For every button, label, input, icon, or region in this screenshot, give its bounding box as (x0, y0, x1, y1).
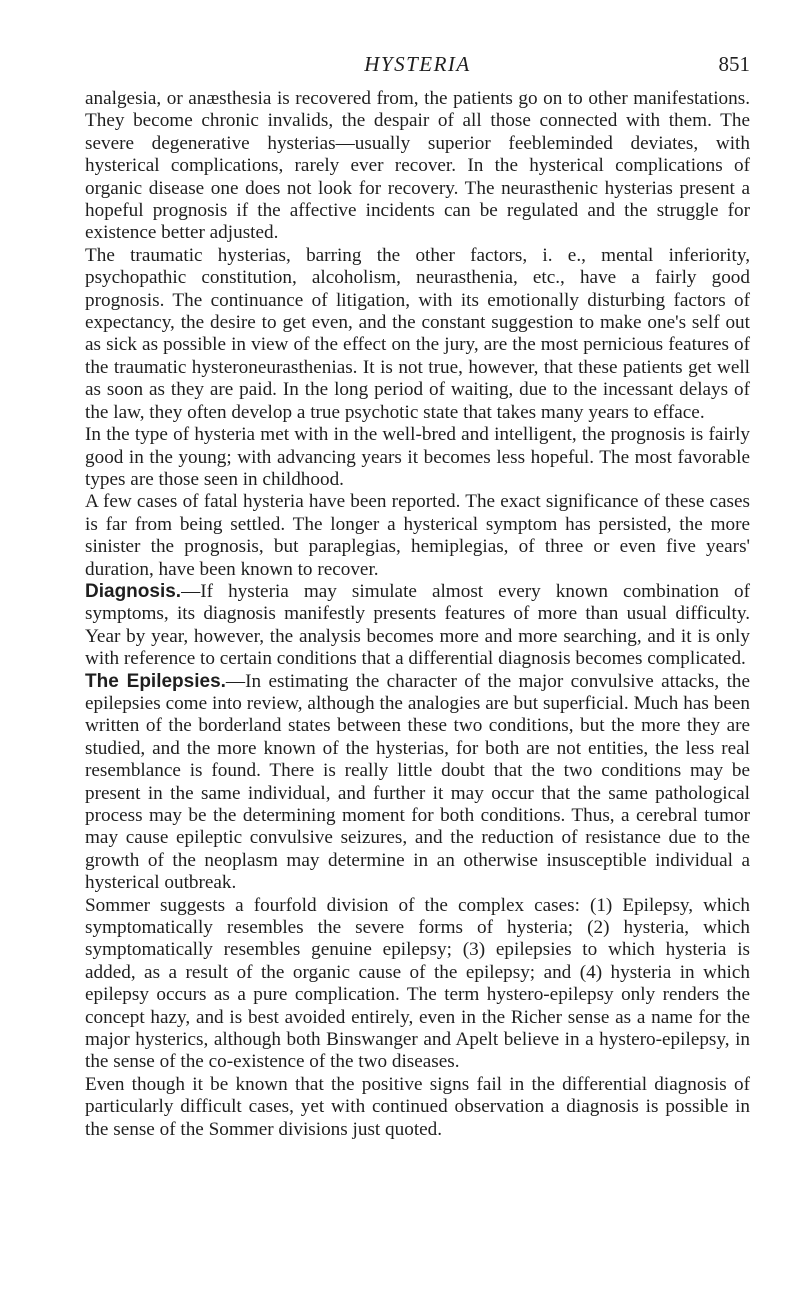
paragraph-diagnosis (85, 581, 750, 671)
paragraph-epilepsies (85, 671, 750, 895)
paragraph-conclusion (85, 1074, 750, 1141)
page-header (85, 48, 750, 88)
paragraph-text: Sommer suggests a fourfold division of the complex cases: (1) Epilepsy, which symptomatically resembles the severe forms of hysteria; (2) hysteria, which symptomatically resembles genuine epilepsy; (3) epilepsies to which hysteria is added, as a result of the organic cause of the epilepsy; and (4) hysteria in which epilepsy occurs as a pure complication. The term hystero-epilepsy only renders the concept hazy, and is best avoided entirely, even in the Richer sense as a name for the major hysterics, although both Binswanger and Apelt believe in a hystero-epilepsy, in the sense of the co-existence of the two diseases. (85, 894, 750, 1073)
paragraph-text: —In estimating the character of the major convulsive attacks, the epilepsies come into review, although the analogies are but superficial. Much has been written of the borderland states between these two conditions, but the more they are studied, and the more known of the hysterias, for both are not entities, the less real resemblance is found. There is really little doubt that the two conditions may be present in the same individual, and further it may occur that the same pathological process may be the determining moment for both conditions. Thus, a cerebral tumor may cause epileptic convulsive seizures, and the reduction of resistance due to the growth of the neoplasm may determine in an otherwise insusceptible individual a hysterical outbreak. (85, 670, 751, 894)
paragraph-text: Even though it be known that the positive signs fail in the differential diagnosis of particularly difficult cases, yet with continued observation a diagnosis is possible in the sense of the Sommer divisions just quoted. (85, 1073, 750, 1140)
paragraph-fatal-hysteria (85, 491, 750, 581)
paragraph-text: —If hysteria may simulate almost every known combination of symptoms, its diagnosis manifestly presents features of more than usual difficulty. Year by year, however, the analysis becomes more and more searching, and it is only with reference to certain conditions that a differential diagnosis becomes complicated. (85, 580, 750, 670)
paragraph-text: analgesia, or anæsthesia is recovered from, the patients go on to other manifestations. They become chronic invalids, the despair of all those connected with them. The severe degenerative hysterias—usually superior feebleminded deviates, with hysterical complications, rarely ever recover. In the hysterical complications of organic disease one does not look for recovery. The neurasthenic hysterias present a hopeful prognosis if the affective incidents can be regulated and the struggle for existence better adjusted. (85, 88, 750, 244)
paragraph-text: A few cases of fatal hysteria have been reported. The exact significance of these cases is far from being settled. The longer a hysterical symptom has persisted, the more sinister the prognosis, but paraplegias, hemiplegias, of three or even five years' duration, have been known to recover. (85, 491, 750, 580)
page-number: 851 (718, 52, 750, 76)
book-page (85, 48, 750, 1141)
section-heading-epilepsies: The Epilepsies. (85, 670, 226, 692)
paragraph-sommer-division (85, 895, 750, 1074)
section-heading-diagnosis: Diagnosis. (85, 580, 182, 602)
body-text (85, 88, 750, 1141)
running-title: HYSTERIA (364, 52, 471, 76)
paragraph-text: The traumatic hysterias, barring the other factors, i. e., mental inferiority, psychopathic constitution, alcoholism, neurasthenia, etc., have a fairly good prognosis. The continuance of litigation, with its emotionally disturbing factors of expectancy, the desire to get even, and the constant suggestion to make one's self out as sick as possible in view of the effect on the jury, are the most pernicious features of the traumatic hysteroneurasthenias. It is not true, however, that these patients get well as soon as they are paid. In the long period of waiting, due to the incessant delays of the law, they often develop a true psychotic state that takes many years to efface. (85, 244, 750, 423)
paragraph-text: In the type of hysteria met with in the well-bred and intelligent, the prognosis is fairly good in the young; with advancing years it becomes less hopeful. The most favorable types are those seen in childhood. (85, 424, 750, 490)
paragraph-prognosis-outcomes (85, 88, 750, 245)
paragraph-well-bred-type (85, 424, 750, 491)
paragraph-traumatic-hysterias (85, 245, 750, 424)
